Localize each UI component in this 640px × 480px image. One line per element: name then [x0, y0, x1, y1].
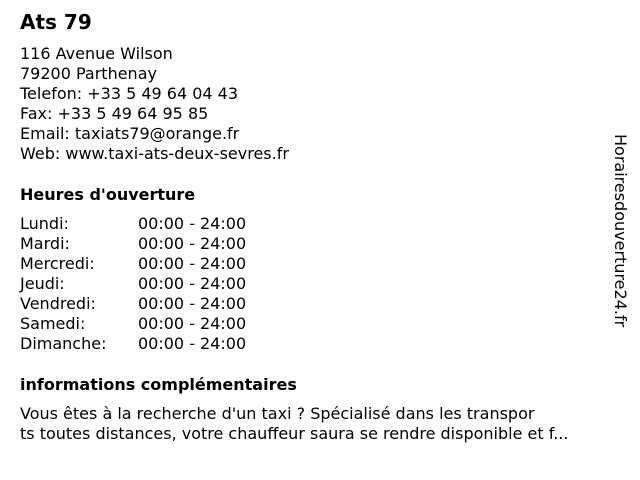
info-line-2: ts toutes distances, votre chauffeur saura se rendre disponible et f... [20, 424, 569, 443]
hours-row-monday [20, 214, 610, 234]
day-label: Vendredi: [20, 294, 96, 313]
web-line: Web: www.taxi-ats-deux-sevres.fr [20, 144, 289, 163]
time-range: 00:00 - 24:00 [138, 314, 247, 333]
time-range: 00:00 - 24:00 [138, 274, 247, 293]
info-heading: informations complémentaires [20, 375, 297, 394]
hours-row-wednesday [20, 254, 610, 274]
hours-heading: Heures d'ouverture [20, 185, 196, 204]
info-text [20, 404, 610, 444]
hours-row-friday [20, 294, 610, 314]
time-range: 00:00 - 24:00 [138, 294, 247, 313]
business-card [20, 8, 610, 444]
time-range: 00:00 - 24:00 [138, 214, 247, 233]
fax-line: Fax: +33 5 49 64 95 85 [20, 104, 209, 123]
time-range: 00:00 - 24:00 [138, 234, 247, 253]
time-range: 00:00 - 24:00 [138, 334, 247, 353]
day-label: Mardi: [20, 234, 70, 253]
address-line-2: 79200 Parthenay [20, 64, 157, 83]
hours-row-thursday [20, 274, 610, 294]
hours-row-saturday [20, 314, 610, 334]
day-label: Jeudi: [20, 274, 65, 293]
hours-row-sunday [20, 334, 610, 354]
day-label: Mercredi: [20, 254, 95, 273]
day-label: Lundi: [20, 214, 69, 233]
time-range: 00:00 - 24:00 [138, 254, 247, 273]
phone-line: Telefon: +33 5 49 64 04 43 [20, 84, 239, 103]
info-line-1: Vous êtes à la recherche d'un taxi ? Spécialisé dans les transpor [20, 404, 535, 423]
email-line: Email: taxiats79@orange.fr [20, 124, 240, 143]
address-line-1: 116 Avenue Wilson [20, 44, 173, 63]
day-label: Samedi: [20, 314, 86, 333]
day-label: Dimanche: [20, 334, 107, 353]
business-name: Ats 79 [20, 10, 92, 34]
hours-table [20, 214, 610, 354]
hours-row-tuesday [20, 234, 610, 254]
brand-watermark: Horairesdouverture24.fr [611, 134, 630, 328]
contact-block [20, 44, 610, 164]
